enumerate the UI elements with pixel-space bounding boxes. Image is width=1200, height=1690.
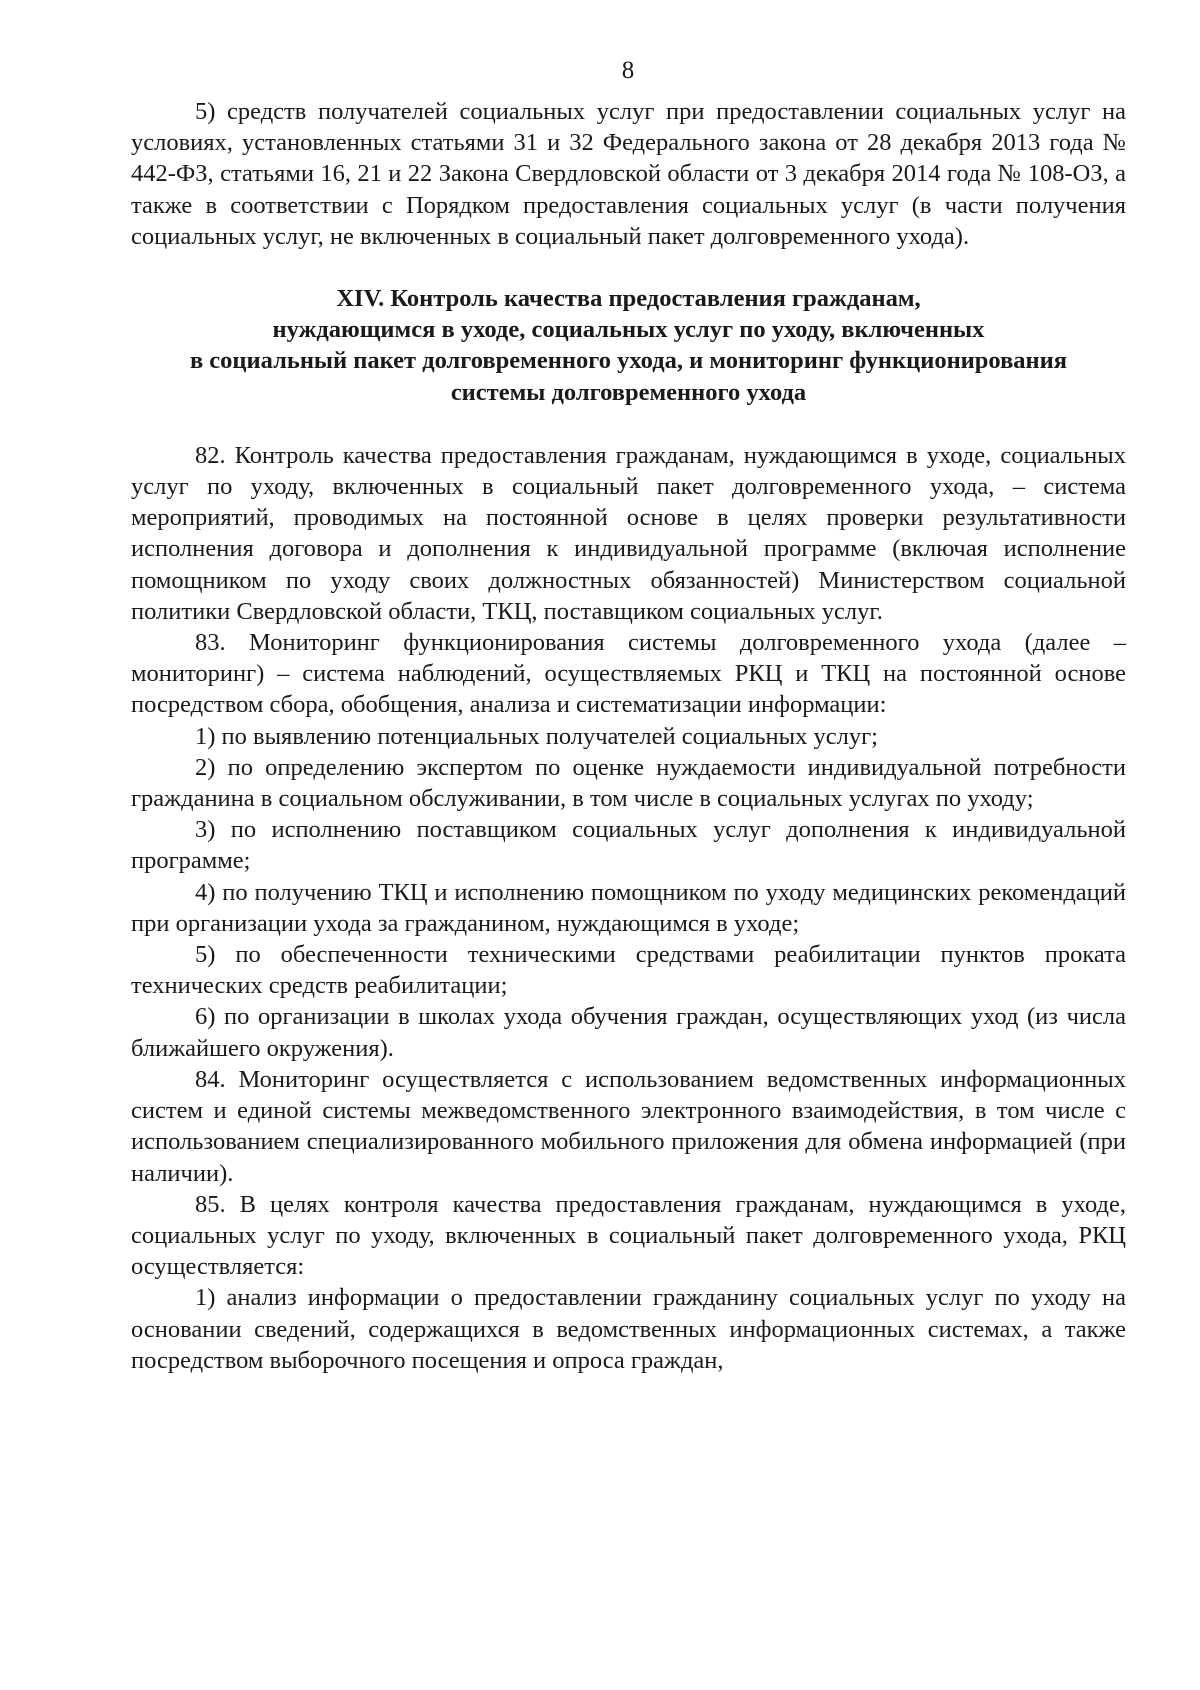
paragraph-85: 85. В целях контроля качества предоставления гражданам, нуждающимся в уходе, социальных услуг по уходу, включенных в социальный пакет долговременного ухода, РКЦ осуществляется: — [131, 1190, 1126, 1281]
section-heading-line: системы долговременного ухода — [450, 378, 807, 406]
paragraph-83-item-6: 6) по организации в школах ухода обучения граждан, осуществляющих уход (из числа ближайшего окружения). — [131, 1003, 1126, 1062]
paragraph-83: 83. Мониторинг функционирования системы долговременного ухода (далее – мониторинг) – система наблюдений, осуществляемых РКЦ и ТКЦ на постоянной основе посредством сбора, обобщения, анализа и систематизации информации: — [131, 629, 1126, 719]
paragraph-85-item-1: 1) анализ информации о предоставлении гражданину социальных услуг по уходу на основании сведений, содержащихся в ведомственных информационных системах, а также посредством выборочного посещения и опроса граждан, — [131, 1284, 1126, 1374]
paragraph-83-item-1: 1) по выявлению потенциальных получателей социальных услуг; — [195, 722, 878, 750]
paragraph-84: 84. Мониторинг осуществляется с использованием ведомственных информационных систем и единой системы межведомственного электронного взаимодействия, в том числе с использованием специализированного мобильного приложения для обмена информацией (при наличии). — [131, 1065, 1126, 1187]
page-number: 8 — [621, 57, 635, 84]
section-heading-line: нуждающимся в уходе, социальных услуг по уходу, включенных — [272, 316, 985, 344]
section-heading-line: в социальный пакет долговременного ухода, и мониторинг функционирования — [189, 347, 1068, 375]
section-heading — [131, 283, 1126, 408]
paragraph-item-5: 5) средств получателей социальных услуг при предоставлении социальных услуг на условиях, установленных статьями 31 и 32 Федерального закона от 28 декабря 2013 года № 442-ФЗ, статьями 16, 21 и 22 Закона Свердловской области от 3 декабря 2014 года № 108-ОЗ, а также в соответствии с Порядком предоставления социальных услуг (в части получения социальных услуг, не включенных в социальный пакет долговременного ухода). — [131, 98, 1126, 250]
paragraph-83-item-4: 4) по получению ТКЦ и исполнению помощником по уходу медицинских рекомендаций при организации ухода за гражданином, нуждающимся в уходе; — [131, 878, 1126, 937]
paragraph-82: 82. Контроль качества предоставления гражданам, нуждающимся в уходе, социальных услуг по уходу, включенных в социальный пакет долговременного ухода, – система мероприятий, проводимых на постоянной основе в целях проверки результативности исполнения договора и дополнения к индивидуальной программе (включая исполнение помощником по уходу своих должностных обязанностей) Министерством социальной политики Свердловской области, ТКЦ, поставщиком социальных услуг. — [131, 441, 1126, 625]
document-body — [131, 96, 1126, 1376]
paragraph-83-item-3: 3) по исполнению поставщиком социальных услуг дополнения к индивидуальной программе; — [131, 816, 1126, 875]
paragraph-83-item-2: 2) по определению экспертом по оценке нуждаемости индивидуальной потребности гражданина в социальном обслуживании, в том числе в социальных услугах по уходу; — [131, 753, 1126, 813]
paragraph-83-item-5: 5) по обеспеченности техническими средствами реабилитации пунктов проката технических средств реабилитации; — [131, 941, 1126, 1000]
section-heading-line: XIV. Контроль качества предоставления гражданам, — [336, 285, 921, 313]
